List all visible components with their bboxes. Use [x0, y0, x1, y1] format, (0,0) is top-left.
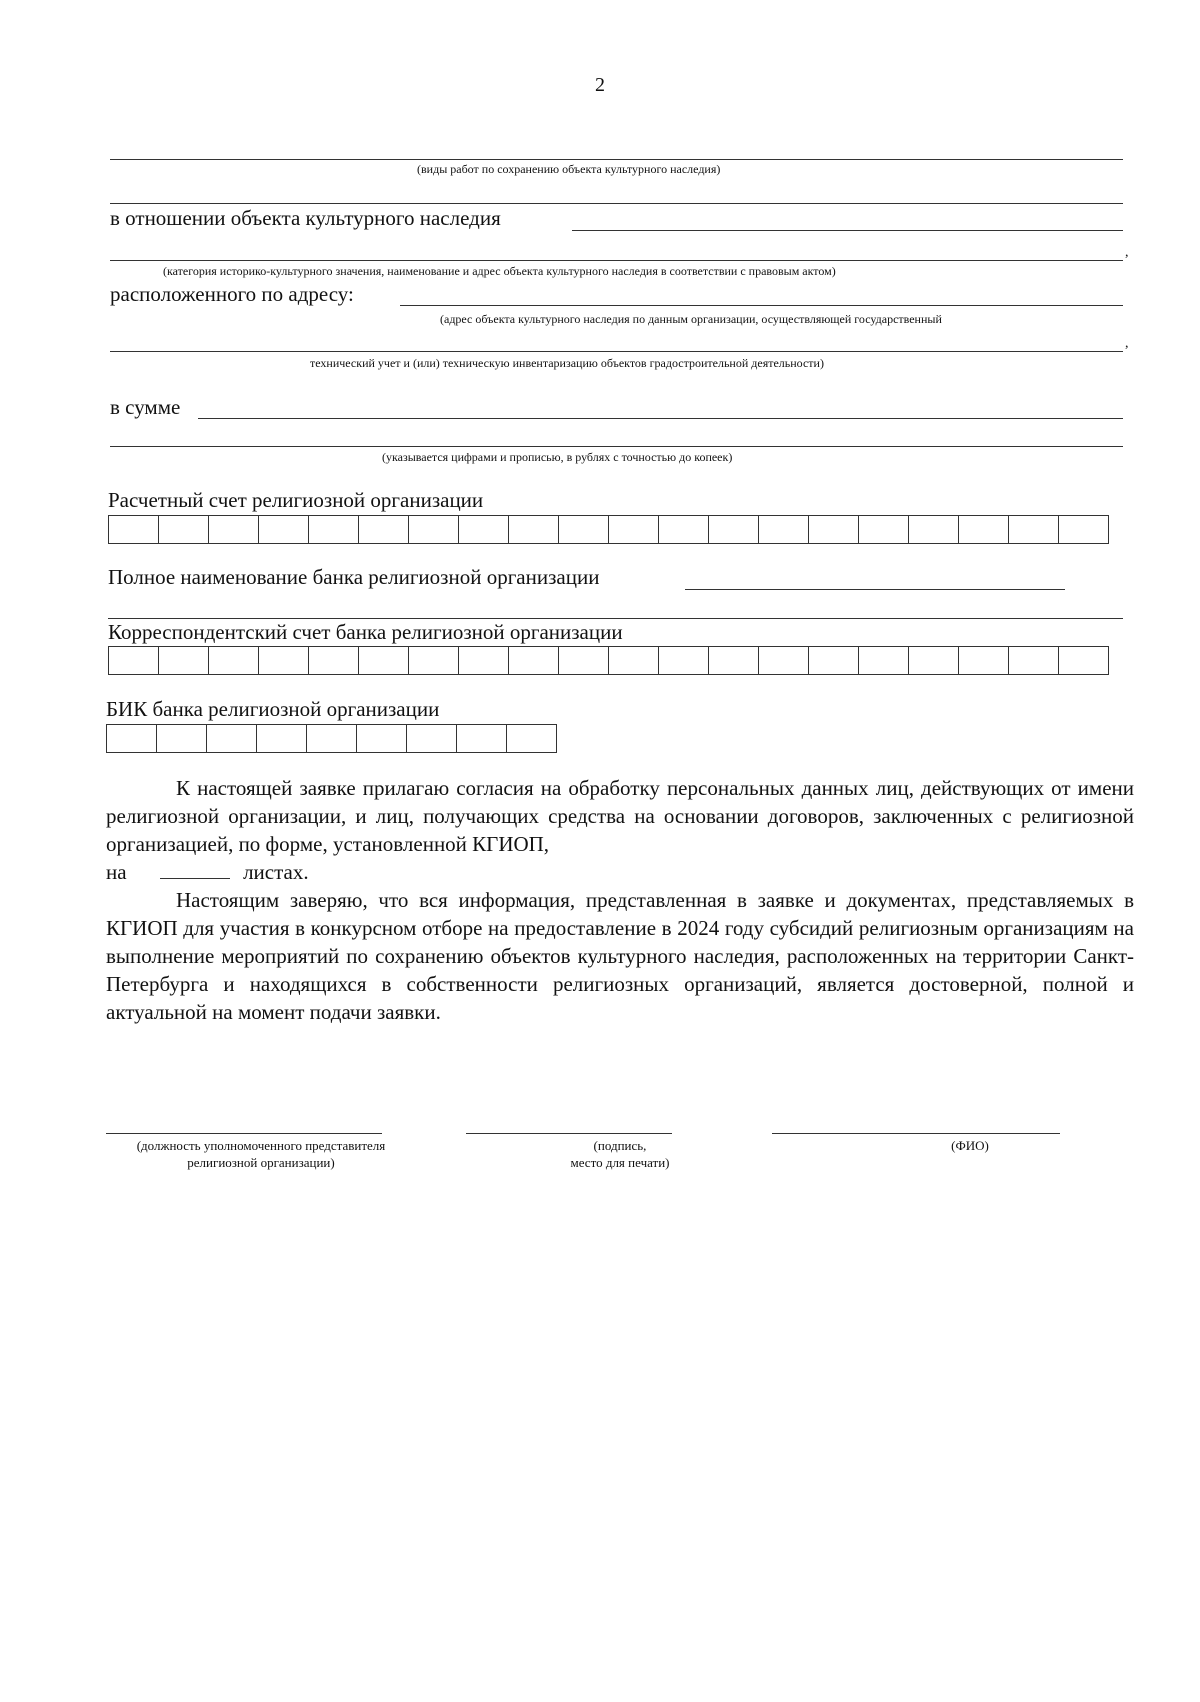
corr-account-cell[interactable]	[909, 647, 959, 674]
address-caption-2: технический учет и (или) техническую инвентаризацию объектов градостроительной деятельности)	[310, 356, 824, 370]
bik-cell[interactable]	[407, 725, 457, 752]
heritage-object-label: в отношении объекта культурного наследия	[110, 206, 501, 230]
corr-account-cell[interactable]	[459, 647, 509, 674]
sheets-count-blank[interactable]	[160, 860, 230, 879]
corr-account-cell[interactable]	[209, 647, 259, 674]
account-cell[interactable]	[559, 516, 609, 543]
bank-name-label: Полное наименование банка религиозной организации	[108, 565, 600, 589]
signature-line[interactable]	[466, 1133, 672, 1134]
name-caption: (ФИО)	[951, 1138, 989, 1153]
signature-caption-line2: место для печати)	[570, 1155, 670, 1170]
account-boxes[interactable]	[108, 515, 1109, 544]
bank-name-line[interactable]	[685, 589, 1065, 590]
heritage-category-caption: (категория историко-культурного значения, наименование и адрес объекта культурного наследия в соответствии с правовым актом)	[163, 264, 836, 278]
account-cell[interactable]	[1059, 516, 1109, 543]
corr-account-cell[interactable]	[809, 647, 859, 674]
corr-account-cell[interactable]	[559, 647, 609, 674]
bik-cell[interactable]	[107, 725, 157, 752]
account-cell[interactable]	[509, 516, 559, 543]
bik-cell[interactable]	[257, 725, 307, 752]
page-number: 2	[595, 74, 605, 96]
account-cell[interactable]	[1009, 516, 1059, 543]
work-types-line[interactable]	[110, 159, 1123, 160]
corr-account-cell[interactable]	[1059, 647, 1109, 674]
corr-account-cell[interactable]	[309, 647, 359, 674]
address-label: расположенного по адресу:	[110, 282, 354, 306]
account-cell[interactable]	[759, 516, 809, 543]
work-types-line-2[interactable]	[110, 203, 1123, 204]
bik-boxes[interactable]	[106, 724, 557, 753]
consent-end-suffix: листах.	[243, 860, 309, 884]
account-cell[interactable]	[309, 516, 359, 543]
account-cell[interactable]	[959, 516, 1009, 543]
address-caption-1: (адрес объекта культурного наследия по данным организации, осуществляющей государственный	[440, 312, 942, 326]
bik-cell[interactable]	[307, 725, 357, 752]
position-line[interactable]	[106, 1133, 382, 1134]
heritage-comma: ,	[1125, 245, 1129, 260]
address-line-2[interactable]	[110, 351, 1123, 352]
account-cell[interactable]	[259, 516, 309, 543]
corr-account-cell[interactable]	[259, 647, 309, 674]
corr-account-cell[interactable]	[409, 647, 459, 674]
account-cell[interactable]	[859, 516, 909, 543]
account-label: Расчетный счет религиозной организации	[108, 488, 484, 512]
work-types-caption: (виды работ по сохранению объекта культурного наследия)	[417, 162, 721, 176]
consent-end-prefix: на	[106, 860, 127, 884]
account-cell[interactable]	[209, 516, 259, 543]
account-cell[interactable]	[709, 516, 759, 543]
corr-account-cell[interactable]	[109, 647, 159, 674]
bik-cell[interactable]	[207, 725, 257, 752]
account-cell[interactable]	[359, 516, 409, 543]
corr-account-cell[interactable]	[1009, 647, 1059, 674]
bik-cell[interactable]	[457, 725, 507, 752]
heritage-object-line[interactable]	[572, 230, 1123, 231]
bik-cell[interactable]	[507, 725, 557, 752]
corr-account-cell[interactable]	[359, 647, 409, 674]
heritage-object-line-2[interactable]	[110, 260, 1123, 261]
corr-account-label: Корреспондентский счет банка религиозной организации	[108, 620, 623, 644]
corr-account-cell[interactable]	[859, 647, 909, 674]
signature-caption-line1: (подпись,	[593, 1138, 647, 1153]
account-cell[interactable]	[109, 516, 159, 543]
corr-account-cell[interactable]	[659, 647, 709, 674]
sum-label: в сумме	[110, 395, 181, 419]
bik-label: БИК банка религиозной организации	[106, 697, 440, 721]
sum-caption: (указывается цифрами и прописью, в рублях с точностью до копеек)	[382, 450, 733, 464]
corr-account-boxes[interactable]	[108, 646, 1109, 675]
sum-line[interactable]	[198, 418, 1123, 419]
sum-line-2[interactable]	[110, 446, 1123, 447]
position-caption	[96, 1137, 426, 1171]
address-comma: ,	[1125, 336, 1129, 351]
account-cell[interactable]	[909, 516, 959, 543]
corr-account-cell[interactable]	[509, 647, 559, 674]
address-line[interactable]	[400, 305, 1123, 306]
bik-cell[interactable]	[157, 725, 207, 752]
certification-text: Настоящим заверяю, что вся информация, представленная в заявке и документах, представляемых в КГИОП для участия в конкурсном отборе на предоставление в 2024 году субсидий религиозным организациям на выполнение мероприятий по сохранению объектов культурного наследия, расположенных на территории Санкт-Петербурга и находящихся в собственности религиозных организаций, является достоверной, полной и актуальной на момент подачи заявки.	[106, 888, 1134, 1024]
corr-account-cell[interactable]	[959, 647, 1009, 674]
position-caption-line1: (должность уполномоченного представителя	[136, 1138, 386, 1153]
corr-account-cell[interactable]	[609, 647, 659, 674]
account-cell[interactable]	[409, 516, 459, 543]
account-cell[interactable]	[459, 516, 509, 543]
name-line[interactable]	[772, 1133, 1060, 1134]
consent-paragraph	[106, 774, 1134, 886]
bank-name-line-2[interactable]	[108, 618, 1123, 619]
consent-text: К настоящей заявке прилагаю согласия на обработку персональных данных лиц, действующих от имени религиозной организации, и лиц, получающих средства на основании договоров, заключенных с религиозной организацией, по форме, установленной КГИОП,	[106, 776, 1134, 856]
account-cell[interactable]	[609, 516, 659, 543]
corr-account-cell[interactable]	[709, 647, 759, 674]
signature-caption	[520, 1137, 720, 1171]
bik-cell[interactable]	[357, 725, 407, 752]
position-caption-line2: религиозной организации)	[187, 1155, 335, 1170]
certification-paragraph	[106, 886, 1134, 1026]
corr-account-cell[interactable]	[159, 647, 209, 674]
account-cell[interactable]	[659, 516, 709, 543]
account-cell[interactable]	[159, 516, 209, 543]
corr-account-cell[interactable]	[759, 647, 809, 674]
account-cell[interactable]	[809, 516, 859, 543]
